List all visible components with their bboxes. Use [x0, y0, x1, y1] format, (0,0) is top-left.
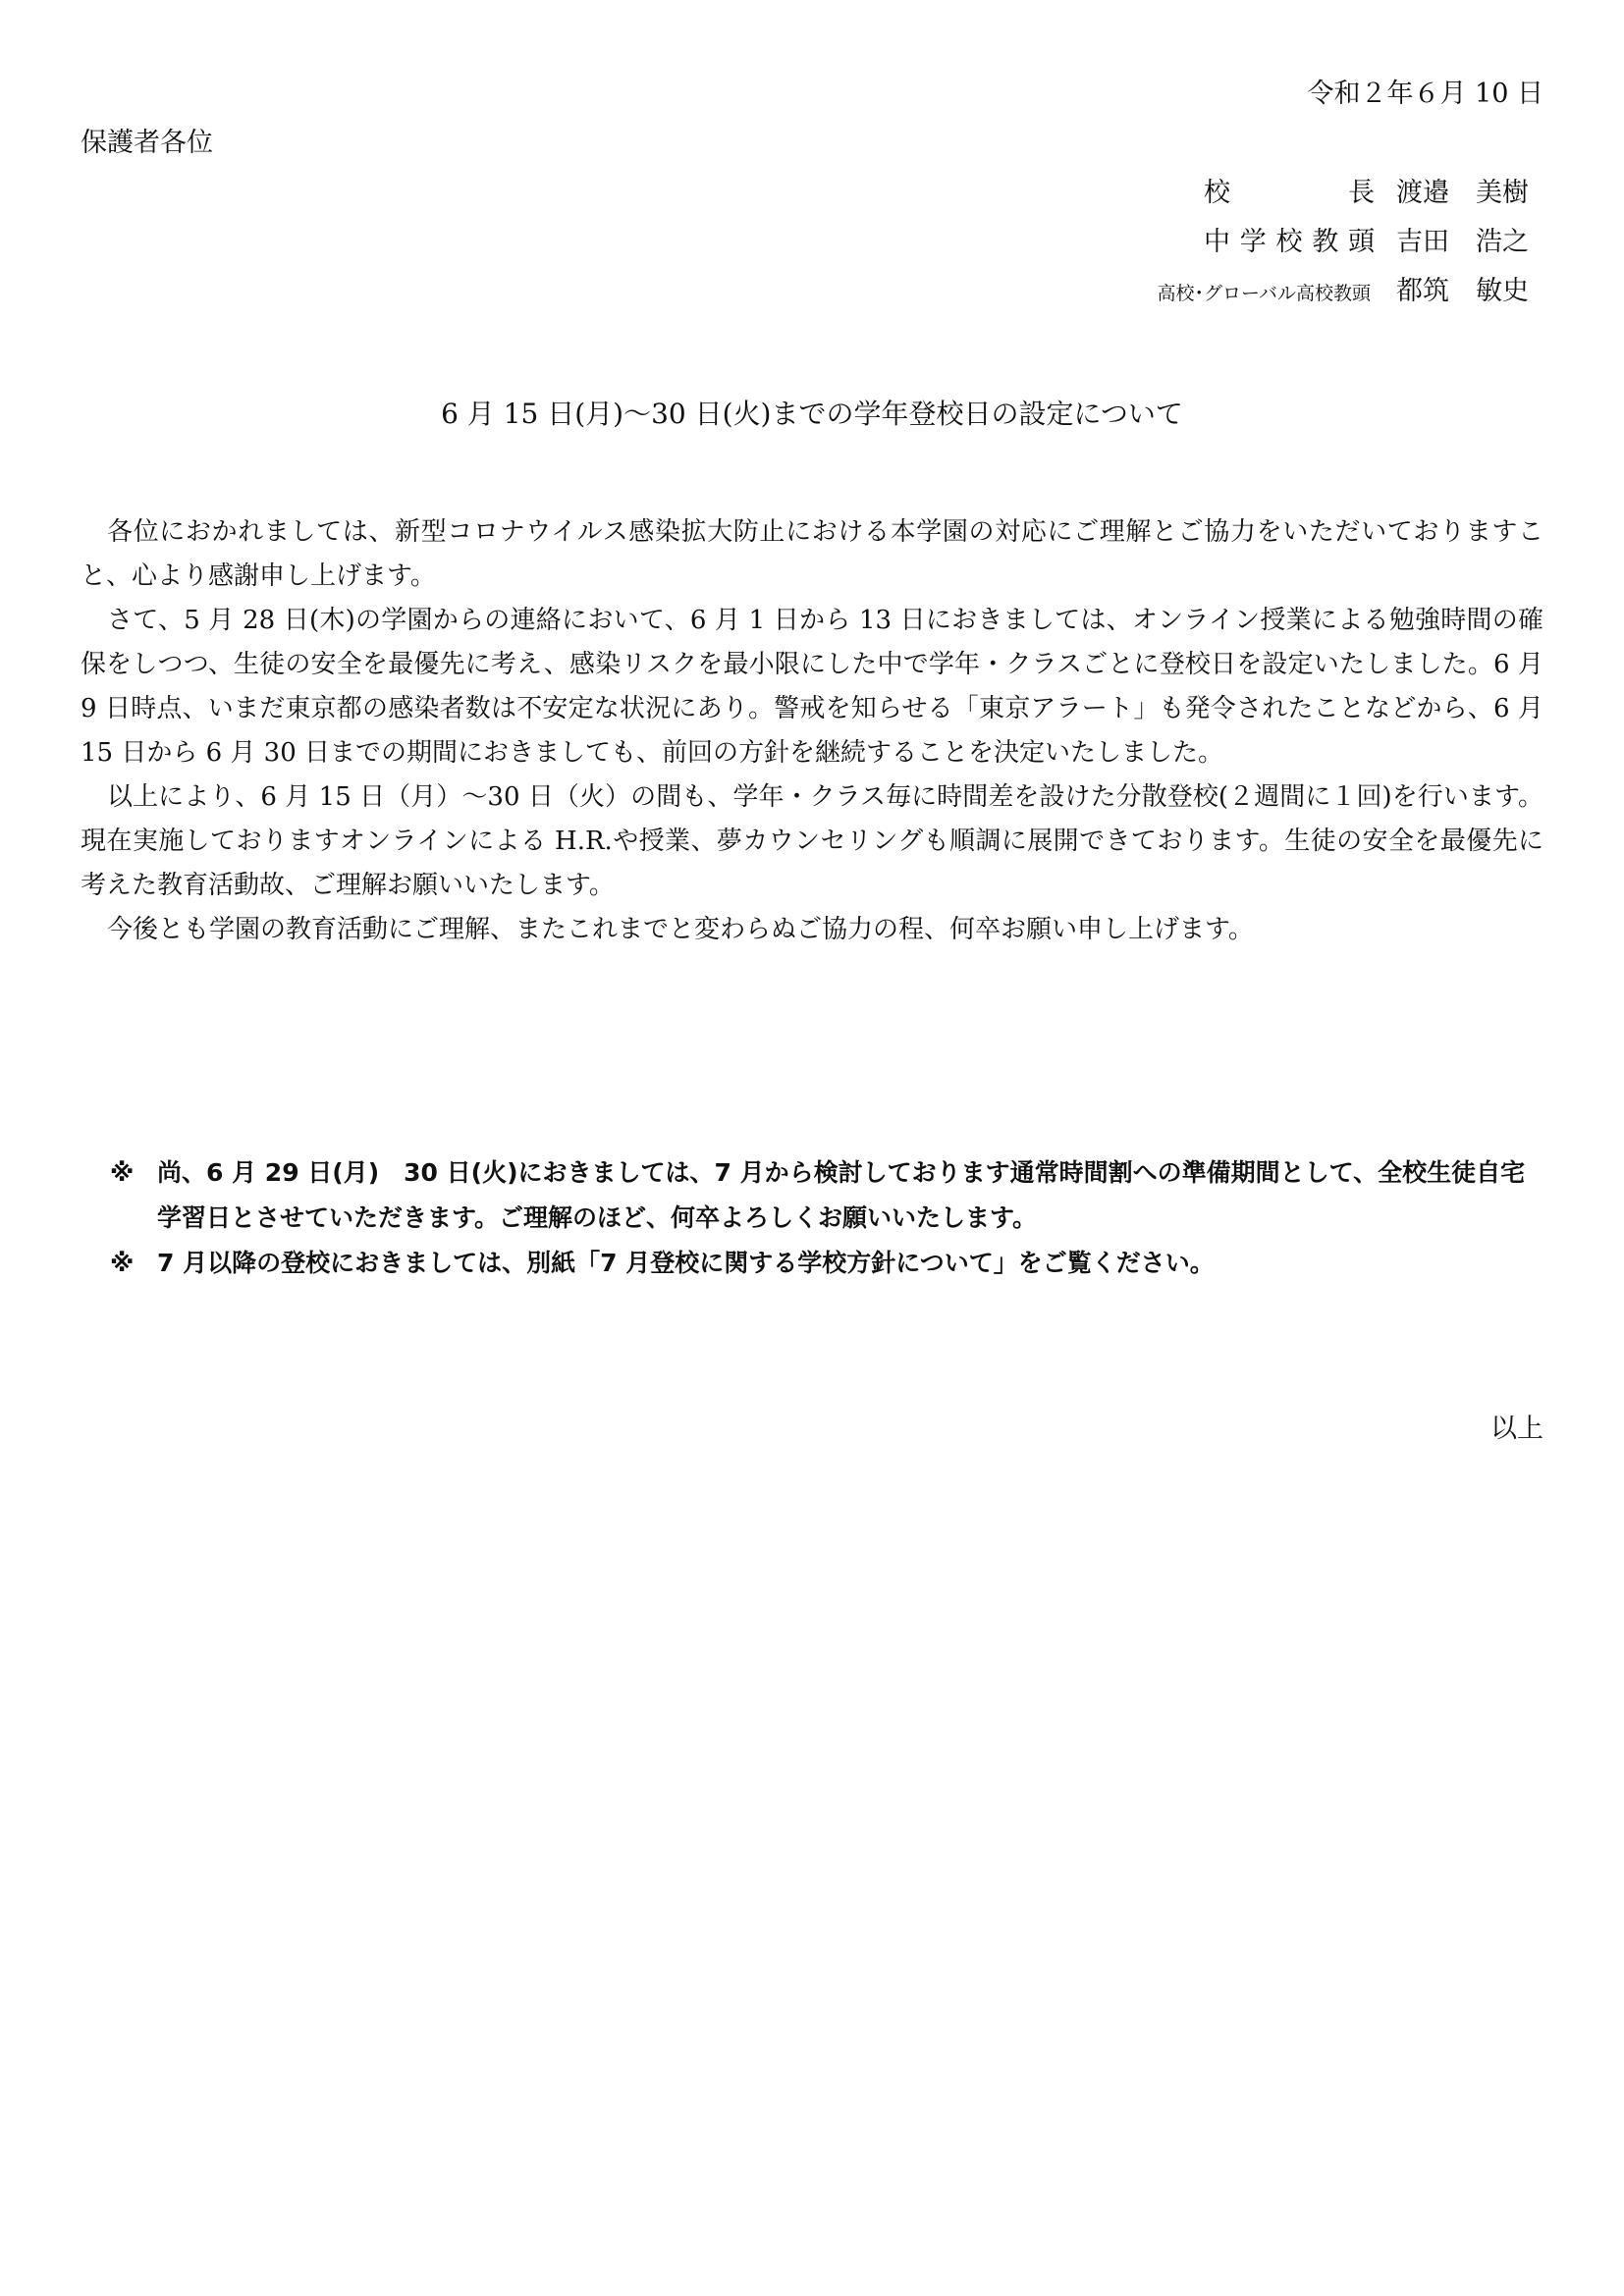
- note-mark: ※: [110, 1249, 135, 1277]
- note-text: 7 月以降の登校におきましては、別紙「7 月登校に関する学校方針について」をご覧ください。: [157, 1249, 1215, 1277]
- signer-name: 都筑 敏史: [1396, 276, 1529, 306]
- closing-remark: 以上: [1490, 1414, 1543, 1444]
- signer-junior-high-vice-principal: [856, 218, 1543, 267]
- recipient-line: 保護者各位: [81, 128, 213, 158]
- notes-section: [110, 1150, 1543, 1286]
- signer-block: [856, 169, 1543, 316]
- signer-role: 中学校教頭: [1204, 227, 1375, 257]
- signer-name: 渡邉 美樹: [1396, 178, 1529, 208]
- body-paragraph: さて、5 月 28 日(木)の学園からの連絡において、6 月 1 日から 13 日におきましては、オンライン授業による勉強時間の確保をしつつ、生徒の安全を最優先に考え、感染リスクを最小限にした中で学年・クラスごとに登校日を設定いたしました。6 月 9 日時点、いまだ東京都の感染者数は不安定な状況にあり。警戒を知らせる「東京アラート」も発令されたことなどから、6 月 15 日から 6 月 30 日までの期間におきましても、前回の方針を継続することを決定いたしました。: [81, 606, 1543, 768]
- note-item: [110, 1241, 1543, 1286]
- signer-principal: [856, 169, 1543, 218]
- body-paragraph: 各位におかれましては、新型コロナウイルス感染拡大防止における本学園の対応にご理解とご協力をいただいておりますこと、心より感謝申し上げます。: [81, 517, 1543, 591]
- note-mark: ※: [110, 1158, 135, 1187]
- document-date: 令和２年６月 10 日: [1307, 79, 1543, 109]
- signer-role: 高校･グローバル高校教頭: [1157, 283, 1371, 304]
- body-paragraph: 今後とも学園の教育活動にご理解、またこれまでと変わらぬご協力の程、何卒お願い申し上げます。: [107, 915, 1254, 944]
- note-item: [110, 1150, 1543, 1241]
- signer-name: 吉田 浩之: [1396, 227, 1529, 257]
- document-title: 6 月 15 日(月)～30 日(火)までの学年登校日の設定について: [441, 398, 1183, 430]
- body-paragraph: 以上により、6 月 15 日（月）～30 日（火）の間も、学年・クラス毎に時間差を設けた分散登校(２週間に１回)を行います。現在実施しておりますオンラインによる H.R.や授業、夢カウンセリングも順調に展開できております。生徒の安全を最優先に考えた教育活動故、ご理解お願いいたします。: [81, 782, 1543, 900]
- note-text: 尚、6 月 29 日(月) 30 日(火)におきましては、7 月から検討しております通常時間割への準備期間として、全校生徒自宅学習日とさせていただきます。ご理解のほど、何卒よろしくお願いいたします。: [157, 1158, 1526, 1232]
- signer-role: 校 長: [1204, 178, 1375, 208]
- signer-high-school-vice-principal: [856, 267, 1543, 316]
- document-body: [81, 510, 1543, 952]
